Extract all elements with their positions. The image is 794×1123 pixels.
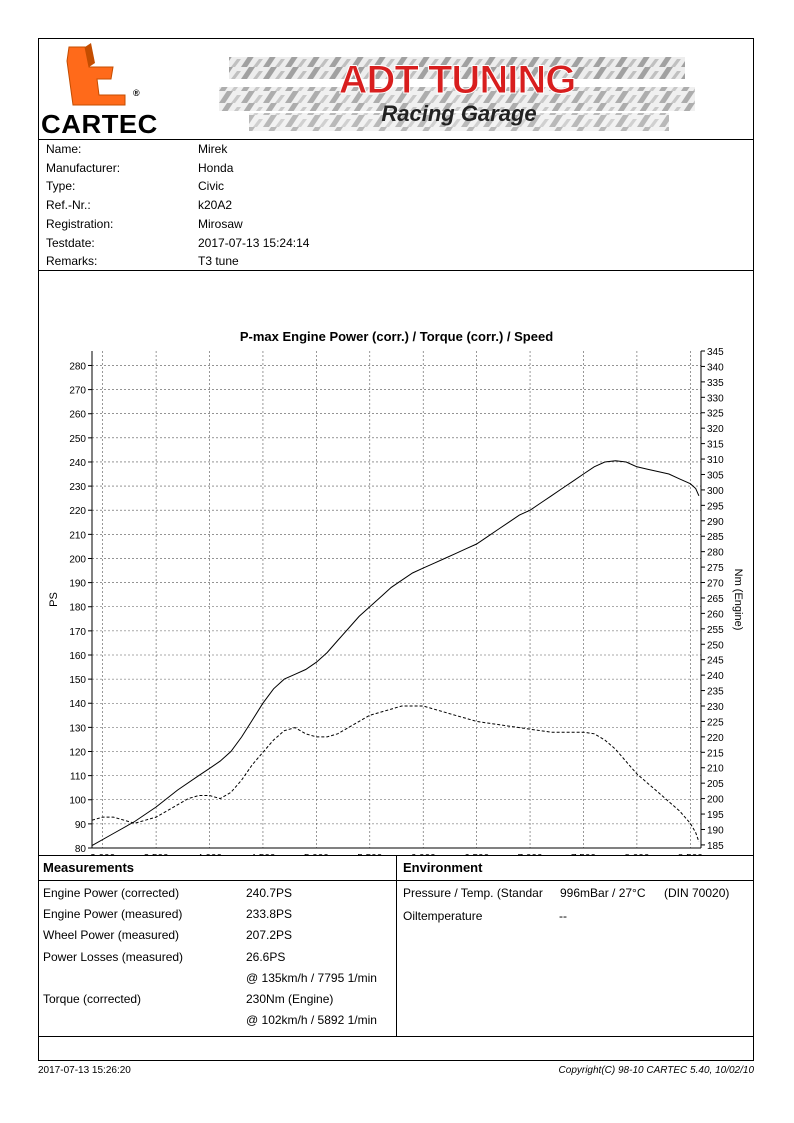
info-value: Mirek: [198, 142, 228, 156]
y2-tick-label: 225: [707, 717, 724, 729]
y-tick-label: 250: [69, 433, 86, 445]
info-label: Remarks:: [46, 254, 98, 269]
y2-tick-label: 285: [707, 532, 724, 544]
info-label: Manufacturer:: [46, 160, 121, 175]
y2-tick-label: 270: [707, 578, 724, 590]
oil-temp-label: Oiltemperature: [403, 909, 483, 923]
measurement-value: 233.8PS: [246, 907, 293, 922]
dyno-chart: [39, 271, 753, 855]
chart-title: P-max Engine Power (corr.) / Torque (corr.) / Speed: [239, 329, 554, 344]
y-tick-label: 160: [69, 650, 86, 662]
measurement-value: @ 102km/h / 5892 1/min: [246, 1013, 377, 1028]
y2-tick-label: 260: [707, 609, 724, 621]
info-label: Type:: [46, 179, 76, 194]
y2-tick-label: 280: [707, 547, 724, 559]
y2-tick-label: 310: [707, 455, 724, 467]
info-value: k20A2: [198, 198, 233, 213]
y2-tick-label: 255: [707, 624, 724, 636]
y2-tick-label: 240: [707, 671, 724, 683]
y2-tick-label: 290: [707, 516, 724, 528]
adt-logo-line2: Racing Garage: [381, 101, 537, 126]
info-value: Honda: [198, 160, 234, 175]
measurement-value: 207.2PS: [246, 928, 293, 943]
dyno-chart-svg: [39, 271, 753, 855]
adt-logo-line1: ADT TUNING: [338, 58, 576, 102]
bottom-divider: [39, 1036, 753, 1037]
y2-tick-label: 295: [707, 501, 724, 513]
print-timestamp: 2017-07-13 15:26:20: [38, 1065, 131, 1076]
info-value: Mirosaw: [198, 216, 243, 231]
info-value: T3 tune: [198, 254, 239, 269]
adt-logo-graphic: [219, 43, 695, 139]
pressure-value: 996mBar / 27°C: [560, 886, 646, 900]
pressure-label: Pressure / Temp. (Standar: [403, 886, 543, 900]
y2-tick-label: 250: [707, 640, 724, 652]
y-tick-label: 150: [69, 675, 86, 687]
y-tick-label: 200: [69, 554, 86, 566]
y2-tick-label: 245: [707, 655, 724, 667]
power-curve: [92, 461, 699, 846]
y-tick-label: 220: [69, 506, 86, 518]
vehicle-info: [39, 139, 753, 270]
y2-tick-label: 300: [707, 485, 724, 497]
measurement-label: Engine Power (corrected): [43, 886, 180, 900]
y2-tick-label: 265: [707, 593, 724, 605]
oil-temp-value: --: [559, 909, 567, 923]
y2-tick-label: 200: [707, 794, 724, 806]
y2-tick-label: 315: [707, 439, 724, 451]
info-label: Testdate:: [46, 235, 95, 250]
y2-tick-label: 220: [707, 732, 724, 744]
y2-axis-label: Nm (Engine): [732, 568, 744, 631]
info-label: Name:: [46, 142, 82, 156]
measurement-label: Engine Power (measured): [43, 907, 183, 922]
y-tick-label: 190: [69, 578, 86, 590]
y-tick-label: 270: [69, 385, 86, 397]
measurement-value: 230Nm (Engine): [246, 992, 334, 1006]
y2-tick-label: 340: [707, 362, 724, 374]
info-label: Ref.-Nr.:: [46, 198, 91, 213]
measurement-label: Torque (corrected): [43, 992, 142, 1006]
y-tick-label: 210: [69, 530, 86, 542]
y-tick-label: 100: [69, 795, 86, 807]
y-axis-label: PS: [48, 592, 60, 607]
y-tick-label: 180: [69, 602, 86, 614]
y2-tick-label: 205: [707, 779, 724, 791]
y2-tick-label: 275: [707, 563, 724, 575]
y2-tick-label: 235: [707, 686, 724, 698]
y2-tick-label: 230: [707, 702, 724, 713]
results-section: [39, 856, 753, 1036]
measurement-value: @ 135km/h / 7795 1/min: [246, 970, 377, 985]
y2-tick-label: 190: [707, 825, 724, 837]
cartec-logo-text: CARTEC: [41, 109, 158, 139]
y2-tick-label: 215: [707, 748, 724, 760]
copyright: Copyright(C) 98-10 CARTEC 5.40, 10/02/10: [558, 1065, 754, 1076]
measurements-title: Measurements: [43, 860, 135, 875]
info-value: 2017-07-13 15:24:14: [198, 235, 310, 250]
y-tick-label: 170: [69, 626, 86, 638]
pressure-standard: (DIN 70020): [664, 886, 730, 900]
y2-tick-label: 195: [707, 810, 724, 822]
results-separator: [396, 856, 397, 1036]
registered-mark: ®: [133, 88, 140, 98]
y-tick-label: 110: [70, 771, 86, 783]
y-tick-label: 280: [69, 361, 86, 373]
y-tick-label: 80: [74, 844, 86, 855]
adt-tuning-logo: [219, 43, 695, 139]
results-header-divider: [39, 880, 753, 881]
y2-tick-label: 325: [707, 408, 724, 420]
measurement-value: 26.6PS: [246, 949, 286, 964]
y2-tick-label: 210: [707, 763, 724, 775]
y-tick-label: 140: [69, 699, 86, 711]
y-tick-label: 130: [69, 723, 86, 735]
y-tick-label: 120: [69, 747, 86, 759]
measurement-label: Wheel Power (measured): [43, 928, 180, 943]
y2-tick-label: 330: [707, 393, 724, 405]
info-label: Registration:: [46, 216, 114, 231]
environment-title: Environment: [403, 860, 483, 875]
y-tick-label: 90: [74, 819, 86, 831]
report-frame: [38, 38, 754, 1061]
y2-tick-label: 305: [707, 470, 724, 482]
y-tick-label: 240: [69, 457, 86, 469]
y2-tick-label: 335: [707, 377, 724, 389]
info-value: Civic: [198, 179, 224, 194]
y2-tick-label: 320: [707, 424, 724, 436]
y-tick-label: 230: [69, 482, 86, 494]
torque-curve: [92, 706, 699, 842]
y2-tick-label: 185: [707, 840, 724, 852]
cartec-logo: [39, 39, 159, 139]
y2-tick-label: 345: [707, 347, 724, 358]
measurement-label: Power Losses (measured): [43, 949, 184, 964]
measurement-value: 240.7PS: [246, 886, 293, 900]
y-tick-label: 260: [69, 409, 86, 421]
